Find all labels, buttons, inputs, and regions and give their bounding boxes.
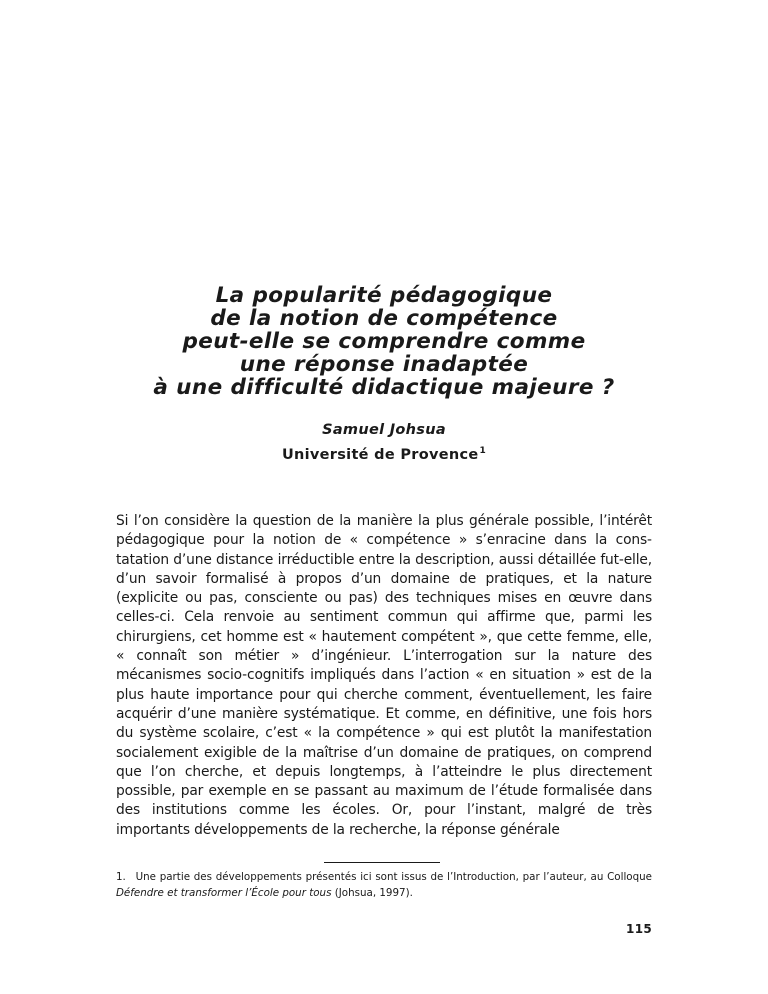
body-paragraph: Si l’on considère la question de la manière la plus générale possible, l’intérêt pédagogique pour la notion de « compétence » s’enracine dans la constatation d’une distance irréductible entre la description, aussi détaillée fut-elle, d’un savoir formalisé à propos d’un domaine de pratiques, et la nature (explicite ou pas, consciente ou pas) des techniques mises en œuvre dans celles-ci. Cela renvoie au sentiment commun qui affirme que, parmi les chirurgiens, cet homme est « hautement compétent », que cette femme, elle, « connaît son métier » d’ingénieur. L’interrogation sur la nature des mécanismes socio-cognitifs impliqués dans l’action « en situation » est de la plus haute importance pour qui cherche comment, éventuellement, les faire acquérir d’une manière systématique. Et comme, en définitive, une fois hors du système scolaire, c’est « la compétence » qui est plutôt la manifestation socialement exigible de la maîtrise d’un domaine de pratiques, on comprend que l’on cherche, et depuis longtemps, à l’atteindre le plus directement possible, par exemple en se passant au maximum de l’étude formalisée dans des institutions comme les écoles. Or, pour l’instant, malgré de très importants développements de la recherche, la réponse générale	[116, 513, 652, 838]
title-line-4: une réponse inadaptée	[239, 352, 529, 377]
footnote	[116, 869, 652, 901]
article-title	[0, 284, 768, 399]
author-block	[0, 420, 768, 466]
author-name: Samuel Johsua	[322, 422, 446, 438]
title-line-3: peut-elle se comprendre comme	[182, 329, 586, 354]
footnote-title: Défendre et transformer l’École pour tous	[116, 887, 332, 899]
title-line-2: de la notion de compétence	[210, 306, 558, 331]
author-affiliation	[0, 441, 768, 466]
title-line-5: à une difficulté didactique majeure ?	[153, 375, 615, 400]
title-line-1: La popularité pédagogique	[215, 283, 553, 308]
footnote-number: 1.	[116, 871, 126, 883]
footnote-text-before: Une partie des développements présentés ici sont issus de l’Introduction, par l’auteur, au Colloque	[135, 871, 653, 883]
footnote-divider	[324, 862, 440, 863]
footnote-text-after: (Johsua, 1997).	[334, 887, 413, 899]
footnote-reference[interactable]: 1	[479, 446, 487, 456]
affiliation-text: Université de Provence	[281, 447, 479, 463]
page-number: 115	[626, 922, 652, 936]
